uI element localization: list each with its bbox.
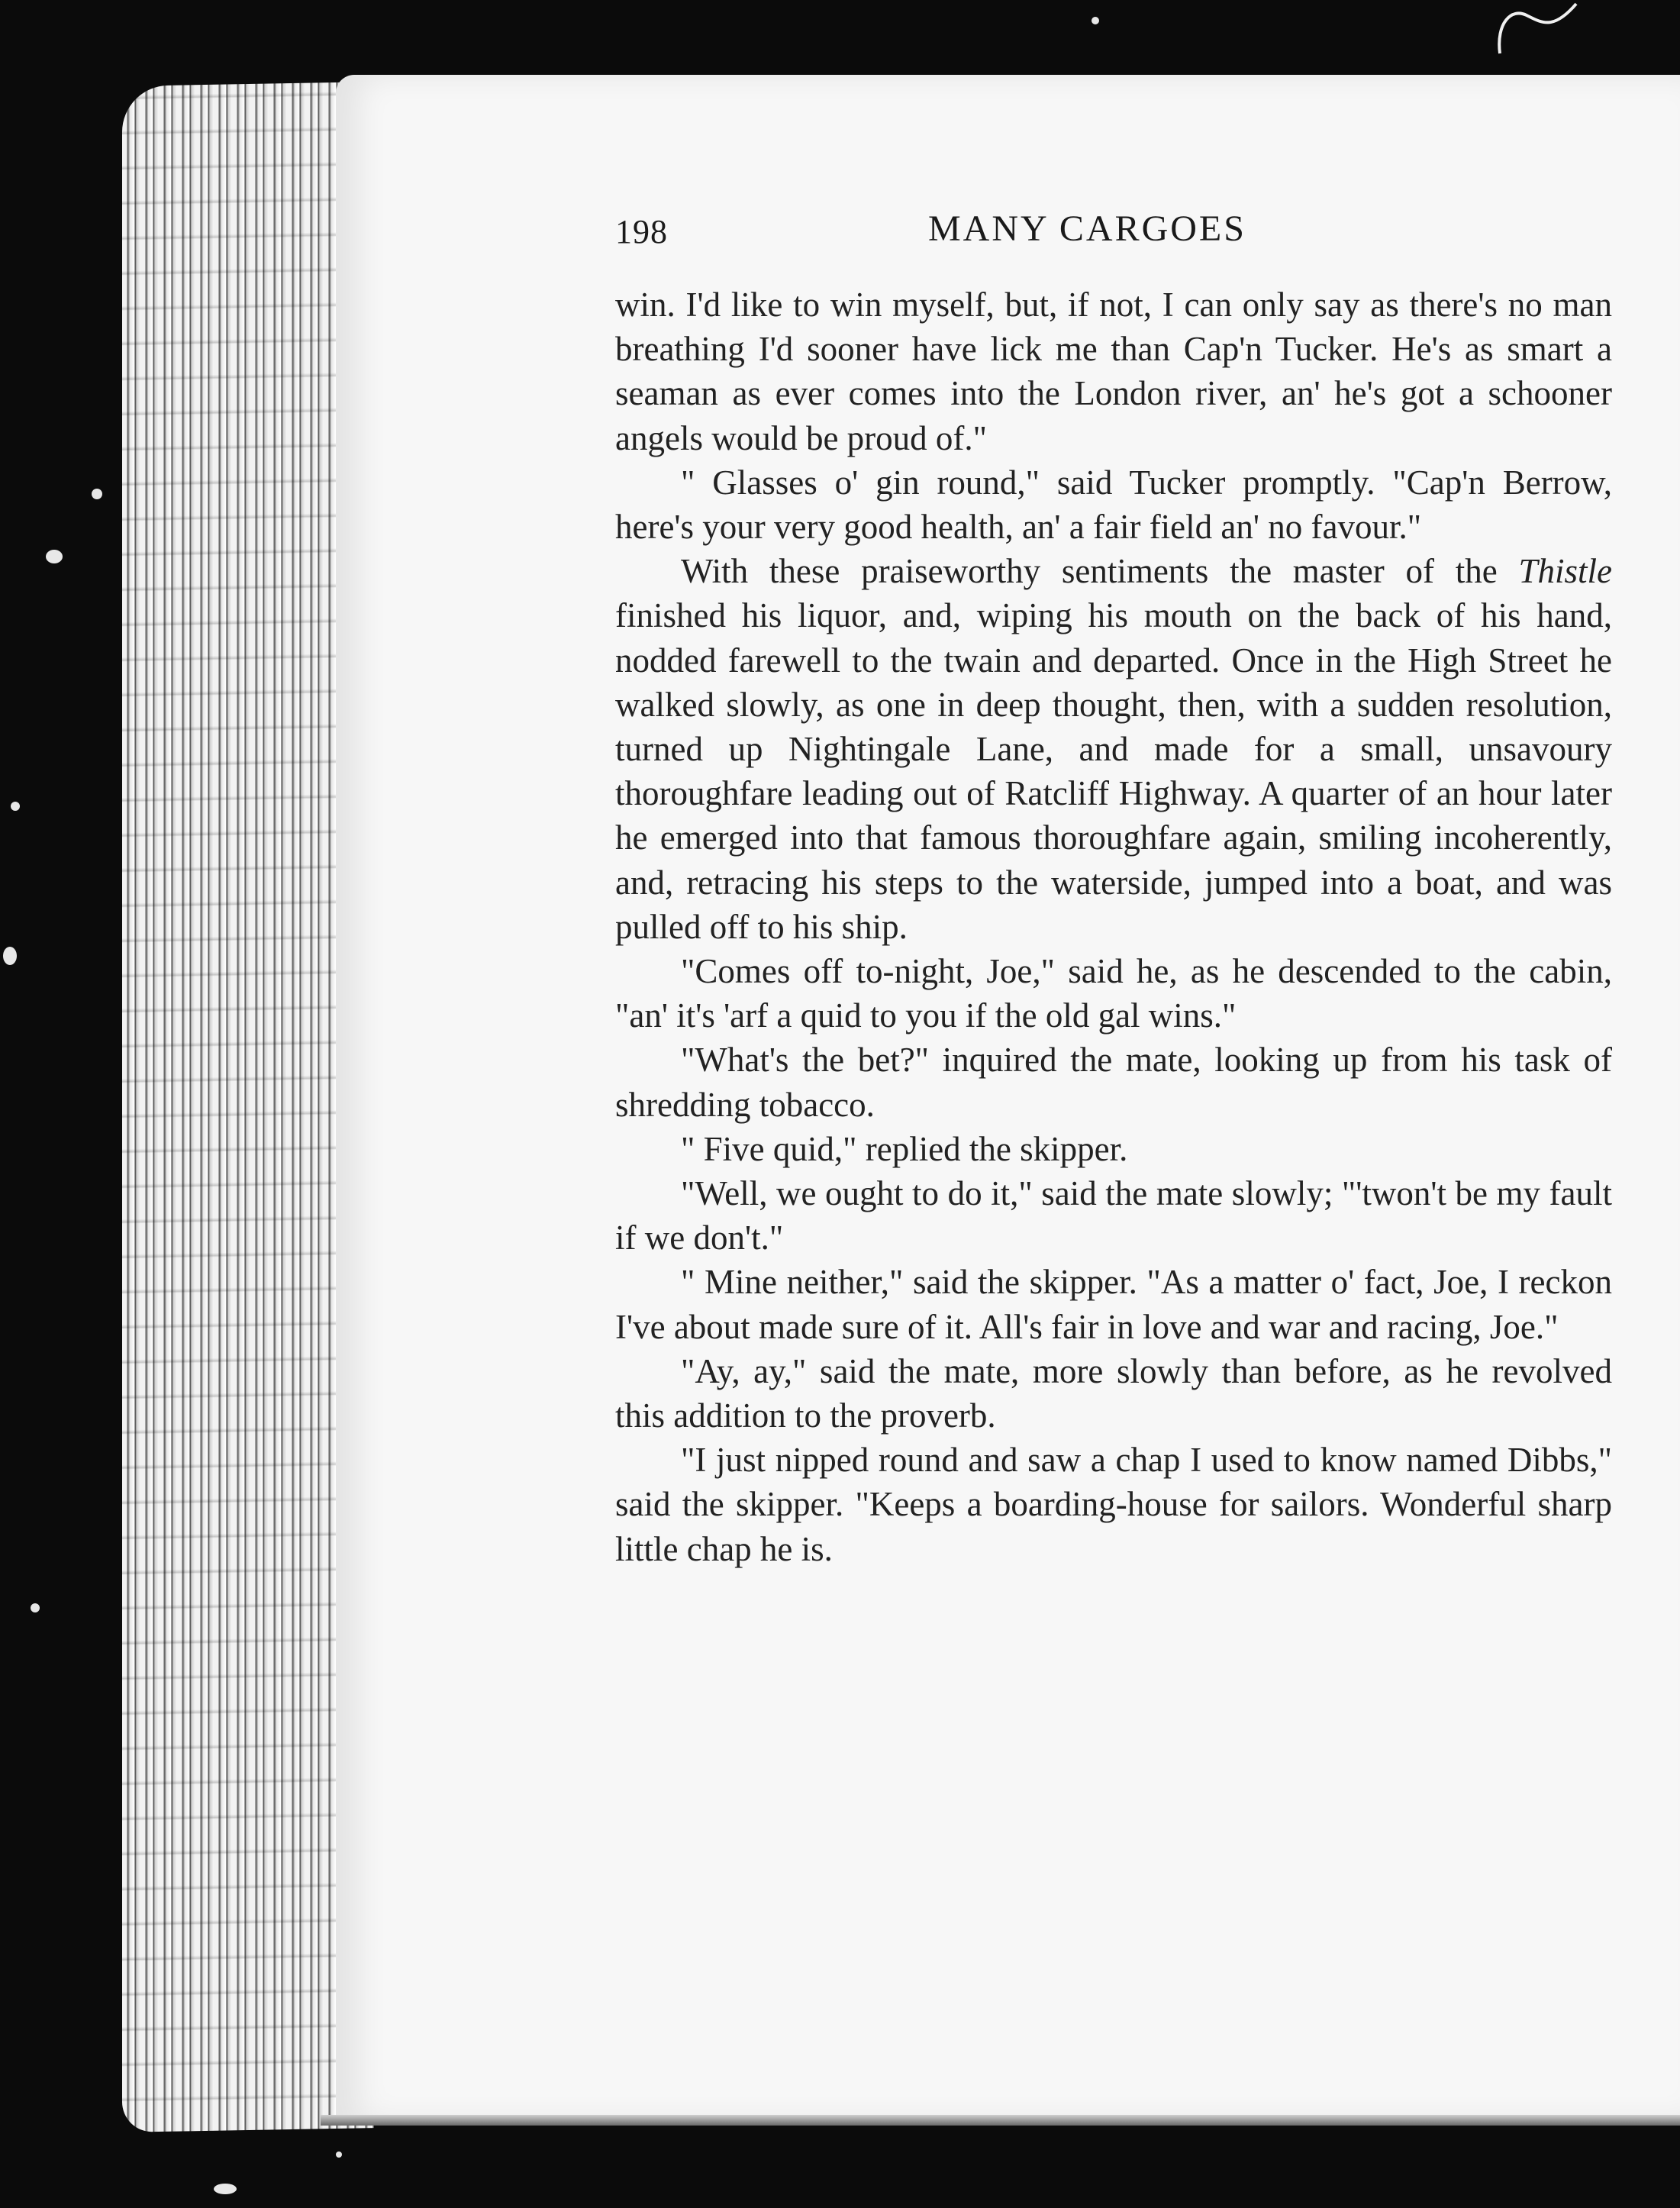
scan-speck — [214, 2184, 237, 2194]
paragraph: "I just nipped round and saw a chap I used to know named Dibbs," said the skipper. "Keeps a boarding-house for sailors. Wonderful sharp little chap he is. — [615, 1441, 1612, 1568]
paragraph: "Comes off to-night, Joe," said he, as he descended to the cabin, "an' it's 'arf a quid to you if the old gal wins." — [615, 952, 1612, 1035]
paragraph: "Ay, ay," said the mate, more slowly than before, as he revolved this addition to the proverb. — [615, 1351, 1612, 1435]
running-head — [615, 208, 1623, 261]
body-text — [615, 282, 1612, 1571]
scan-speck — [3, 947, 17, 965]
scan-speck — [11, 802, 20, 811]
scan-speck — [92, 489, 102, 499]
pencil-mark — [1492, 0, 1584, 61]
page-bottom-edge — [321, 2115, 1680, 2126]
scan-speck — [46, 550, 63, 563]
paragraph: " Mine neither," said the skipper. "As a matter o' fact, Joe, I reckon I've about made sure of it. All's fair in love and war and racing, Joe." — [615, 1263, 1612, 1346]
book-title: MANY CARGOES — [928, 208, 1246, 249]
paragraph: " Five quid," replied the skipper. — [681, 1129, 1128, 1168]
paragraph: "What's the bet?" inquired the mate, looking up from his task of shredding tobacco. — [615, 1041, 1612, 1124]
scan-speck — [336, 2152, 342, 2158]
paragraph: " Glasses o' gin round," said Tucker promptly. "Cap'n Berrow, here's your very good health, an' a fair field an' no favour." — [615, 463, 1612, 547]
scan-speck — [1092, 17, 1099, 24]
ship-name: Thistle — [1518, 552, 1612, 591]
paragraph: win. I'd like to win myself, but, if not, I can only say as there's no man breathing I'd sooner have lick me than Cap'n Tucker. He's as smart a seaman as ever comes into the London river, an' he's got a schooner angels would be proud of." — [615, 286, 1612, 457]
page-number: 198 — [615, 213, 668, 250]
paragraph-text: With these praiseworthy sentiments the master of the — [681, 552, 1519, 591]
scan-speck — [31, 1603, 40, 1612]
paragraph — [615, 549, 1612, 949]
paragraph-text: finished his liquor, and, wiping his mouth on the back of his hand, nodded farewell to the twain and departed. Once in the High Street he walked slowly, as one in deep thought, then, with a sudden resolution, turned up Nightingale Lane, and made for a small, unsavoury thoroughfare leading out of Ratcliff Highway. A quarter of an hour later he emerged into that famous thoroughfare again, smiling incoherently, and, retracing his steps to the waterside, jumped into a boat, and was pulled off to his ship. — [615, 596, 1612, 946]
paragraph: "Well, we ought to do it," said the mate slowly; "'twon't be my fault if we don't." — [615, 1174, 1612, 1257]
